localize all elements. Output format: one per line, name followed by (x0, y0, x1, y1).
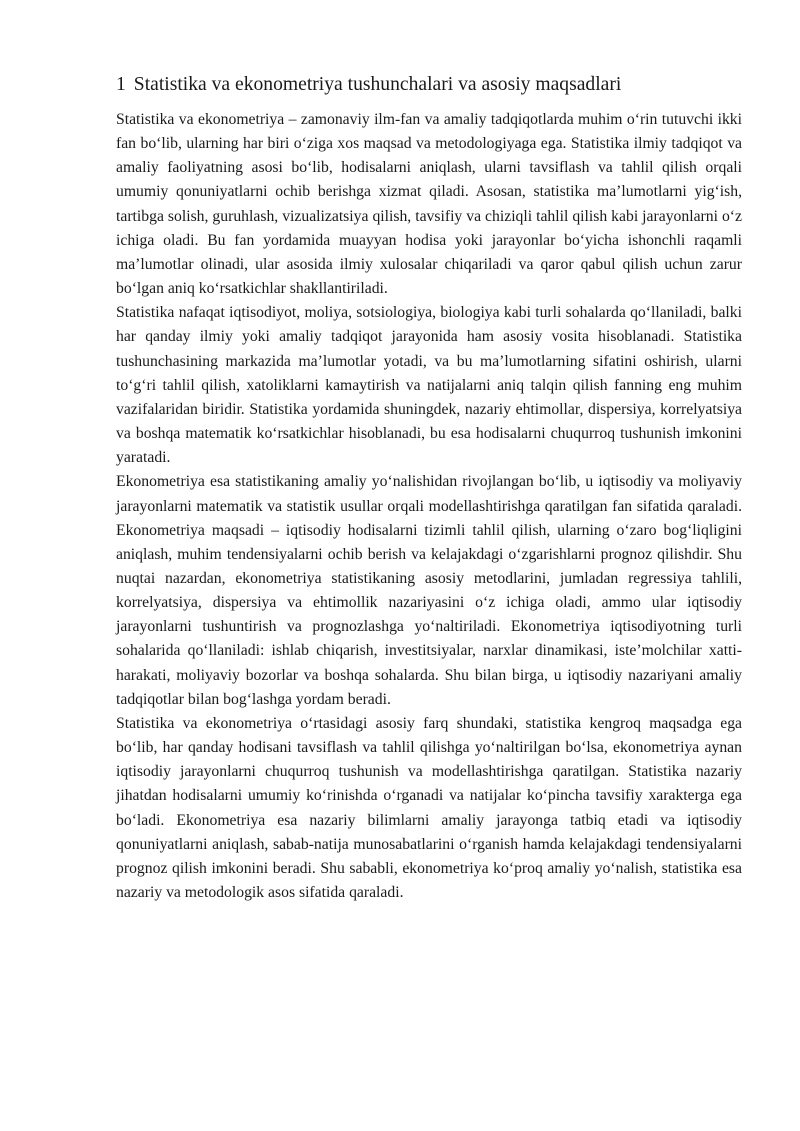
document-page (116, 72, 742, 905)
paragraph-2: Statistika nafaqat iqtisodiyot, moliya, sotsiologiya, biologiya kabi turli sohalarda qo‘llaniladi, balki har qanday ilmiy yoki amaliy tadqiqot jarayonida ham asosiy vosita hisoblanadi. Statistika tushunchasining markazida ma’lumotlar yotadi, va bu ma’lumotlarning sifatini oshirish, ularni to‘g‘ri tahlil qilish, xatoliklarni kamaytirish va natijalarni aniq talqin qilish fanning eng muhim vazifalaridan biridir. Statistika yordamida shuningdek, nazariy ehtimollar, dispersiya, korrelyatsiya va boshqa matematik ko‘rsatkichlar hisoblanadi, bu esa hodisalarni chuqurroq tushunish imkonini yaratadi. (116, 304, 742, 467)
section-heading (116, 72, 742, 98)
paragraph-4: Statistika va ekonometriya o‘rtasidagi asosiy farq shundaki, statistika kengroq maqsadga ega bo‘lib, har qanday hodisani tavsiflash va tahlil qilishga yo‘naltirilgan bo‘lsa, ekonometriya aynan iqtisodiy jarayonlarni chuqurroq tushunish va modellashtirishga qaratilgan. Statistika nazariy jihatdan hodisalarni umumiy ko‘rinishda o‘rganadi va natijalar ko‘pincha tavsifiy xarakterga ega bo‘ladi. Ekonometriya esa nazariy bilimlarni amaliy jarayonga tatbiq etadi va iqtisodiy qonuniyatlarni aniqlash, sabab-natija munosabatlarini o‘rganish hamda kelajakdagi tendensiyalarni prognoz qilish imkonini beradi. Shu sababli, ekonometriya ko‘proq amaliy yo‘nalish, statistika esa nazariy va metodologik asos sifatida qaraladi. (116, 714, 742, 901)
section-number: 1 (116, 74, 126, 95)
section-title: Statistika va ekonometriya tushunchalari va asosiy maqsadlari (133, 74, 622, 95)
paragraph-1: Statistika va ekonometriya – zamonaviy ilm-fan va amaliy tadqiqotlarda muhim o‘rin tutuvchi ikki fan bo‘lib, ularning har biri o‘ziga xos maqsad va metodologiyaga ega. Statistika ilmiy tadqiqot va amaliy faoliyatning asosi bo‘lib, hodisalarni aniqlash, ularni tavsiflash va tahlil qilish orqali umumiy qonuniyatlarni ochib berishga xizmat qiladi. Asosan, statistika ma’lumotlarni yig‘ish, tartibga solish, guruhlash, vizualizatsiya qilish, tavsifiy va chiziqli tahlil qilish kabi jarayonlarni o‘z ichiga oladi. Bu fan yordamida muayyan hodisa yoki jarayonlar bo‘yicha ishonchli raqamli ma’lumotlar olinadi, ular asosida ilmiy xulosalar chiqariladi va qaror qabul qilish uchun zarur bo‘lgan aniq ko‘rsatkichlar shakllantiriladi. (116, 111, 742, 298)
paragraph-3: Ekonometriya esa statistikaning amaliy yo‘nalishidan rivojlangan bo‘lib, u iqtisodiy va moliyaviy jarayonlarni matematik va statistik usullar orqali modellashtirishga qaratilgan fan sifatida qaraladi. Ekonometriya maqsadi – iqtisodiy hodisalarni tizimli tahlil qilish, ularning o‘zaro bog‘liqligini aniqlash, muhim tendensiyalarni ochib berish va kelajakdagi o‘zgarishlarni prognoz qilishdir. Shu nuqtai nazardan, ekonometriya statistikaning asosiy metodlarini, jumladan regressiya tahlili, korrelyatsiya, dispersiya va ehtimollik nazariyasini o‘z ichiga oladi, ammo ular iqtisodiy jarayonlarni tushuntirish va prognozlashga yo‘naltiriladi. Ekonometriya iqtisodiyotning turli sohalarida qo‘llaniladi: ishlab chiqarish, investitsiyalar, narxlar dinamikasi, iste’molchilar xatti-harakati, moliyaviy bozorlar va boshqa sohalarda. Shu bilan birga, u iqtisodiy nazariyani amaliy tadqiqotlar bilan bog‘lashga yordam beradi. (116, 473, 742, 708)
